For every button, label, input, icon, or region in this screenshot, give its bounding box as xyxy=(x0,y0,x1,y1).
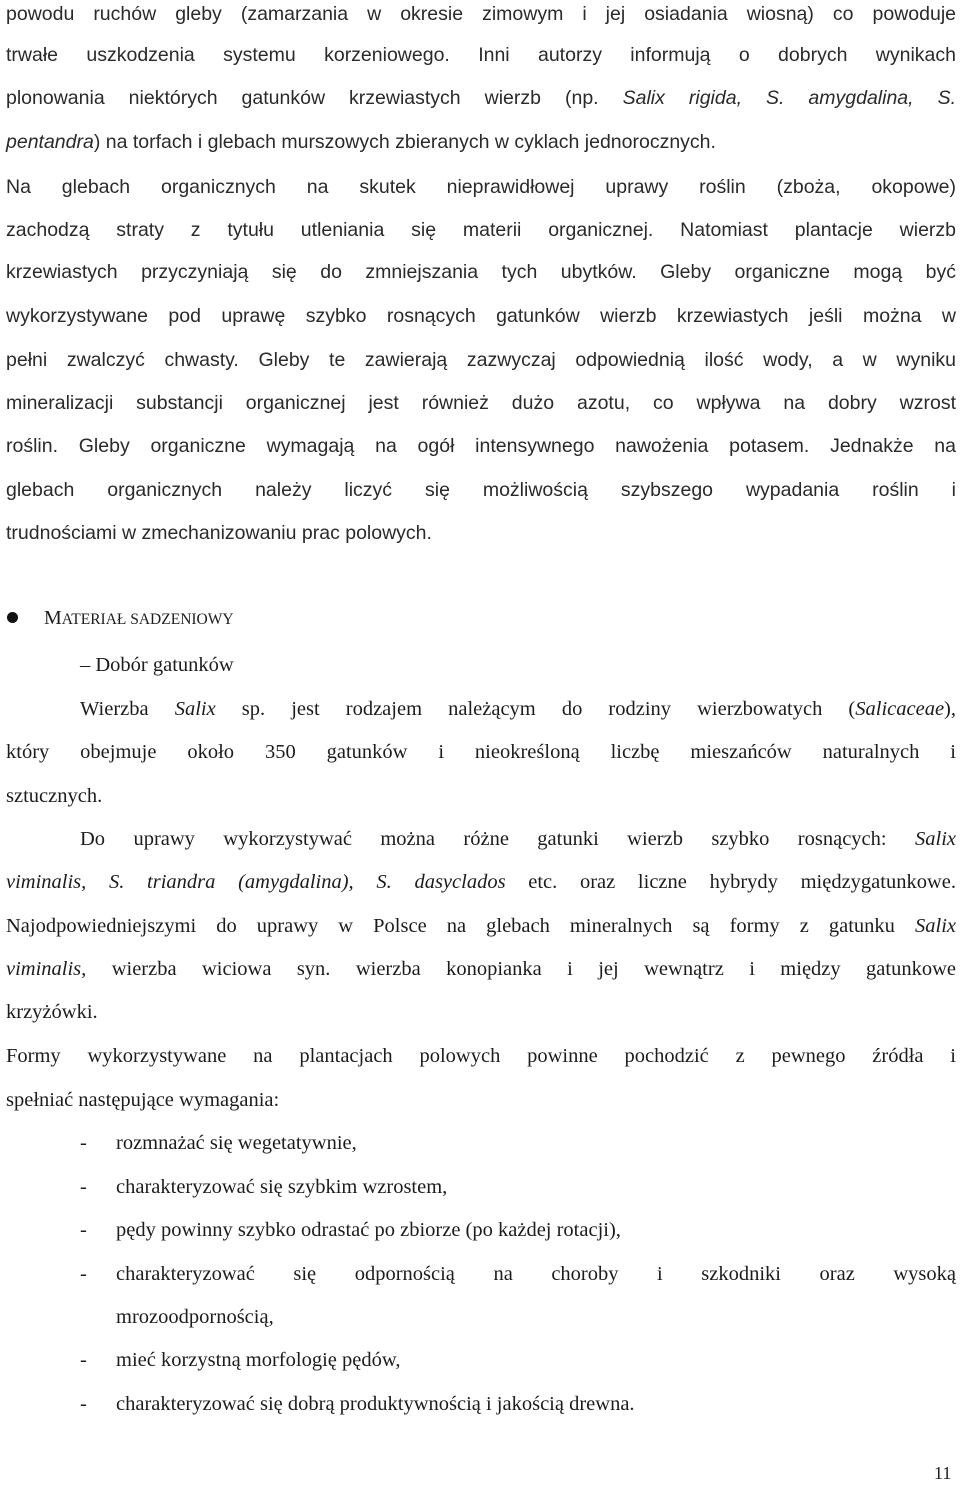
text-line: który obejmuje około 350 gatunków i nieokreśloną liczbę mieszańców naturalnych i xyxy=(6,741,956,763)
text-line: mineralizacji substancji organicznej jest również dużo azotu, co wpływa na dobry wzrost xyxy=(6,392,956,414)
text-line: Formy wykorzystywane na plantacjach polowych powinne pochodzić z pewnego źródła i xyxy=(6,1045,956,1067)
text-span: Wierzba xyxy=(80,698,175,720)
text-line: Na glebach organicznych na skutek nieprawidłowej uprawy roślin (zboża, okopowe) xyxy=(6,176,956,198)
subheading: – Dobór gatunków xyxy=(80,654,234,676)
bullet-icon xyxy=(7,612,18,623)
text-span: etc. oraz liczne hybrydy międzygatunkowe. xyxy=(505,871,957,893)
list-item-text: charakteryzować się dobrą produktywnością i jakością drewna. xyxy=(116,1393,635,1415)
text-line: pełni zwalczyć chwasty. Gleby te zawierają zazwyczaj odpowiednią ilość wody, a w wyniku xyxy=(6,349,956,371)
list-item-text: pędy powinny szybko odrastać po zbiorze (po każdej rotacji), xyxy=(116,1219,621,1241)
latin-genus-name: Salix xyxy=(915,828,956,850)
text-span: ) na torfach i glebach murszowych zbieranych w cyklach jednorocznych. xyxy=(93,131,716,153)
text-line xyxy=(80,825,956,853)
list-dash: - xyxy=(80,1349,87,1371)
list-item-text: mieć korzystną morfologię pędów, xyxy=(116,1349,401,1371)
text-line: wykorzystywane pod uprawę szybko rosnących gatunków wierzb krzewiastych jeśli można w xyxy=(6,305,956,327)
text-span: ), xyxy=(944,698,956,720)
text-line: spełniać następujące wymagania: xyxy=(6,1089,280,1111)
latin-family-name: Salicaceae xyxy=(855,698,945,720)
text-line xyxy=(6,128,956,156)
page-number: 11 xyxy=(934,1463,952,1483)
section-heading xyxy=(44,604,234,634)
list-dash: - xyxy=(80,1132,87,1154)
text-line: glebach organicznych należy liczyć się możliwością szybszego wypadania roślin i xyxy=(6,479,956,501)
latin-genus-name: Salix xyxy=(915,915,956,937)
latin-species-name: pentandra xyxy=(6,131,94,153)
text-line: trudnościami w zmechanizowaniu prac polowych. xyxy=(6,522,432,544)
text-line: krzewiastych przyczyniają się do zmniejszania tych ubytków. Gleby organiczne mogą być xyxy=(6,261,956,283)
latin-genus-name: Salix xyxy=(174,698,216,720)
list-dash: - xyxy=(80,1176,87,1198)
heading-initial: M xyxy=(44,607,62,629)
text-line xyxy=(6,912,956,940)
text-line: trwałe uszkodzenia systemu korzeniowego. Inni autorzy informują o dobrych wynikach xyxy=(6,44,956,66)
text-line: krzyżówki. xyxy=(6,1001,98,1023)
list-item-text: rozmnażać się wegetatywnie, xyxy=(116,1132,357,1154)
list-item-text: mrozoodpornością, xyxy=(116,1306,274,1328)
list-item-text: charakteryzować się szybkim wzrostem, xyxy=(116,1176,448,1198)
text-line: zachodzą straty z tytułu utleniania się materii organicznej. Natomiast plantacje wierzb xyxy=(6,219,956,241)
list-item-text: charakteryzować się odpornością na choroby i szkodniki oraz wysoką xyxy=(116,1263,956,1285)
text-span: Do uprawy wykorzystywać można różne gatunki wierzb szybko rosnących: xyxy=(80,828,915,850)
text-line xyxy=(6,955,956,983)
list-dash: - xyxy=(80,1219,87,1241)
text-span: sp. jest rodzajem należącym do rodziny wierzbowatych ( xyxy=(215,698,856,720)
list-dash: - xyxy=(80,1393,87,1415)
latin-species-name: viminalis, xyxy=(6,958,87,980)
text-span: wierzba wiciowa syn. wierzba konopianka i jej wewnątrz i między gatunkowe xyxy=(86,958,956,980)
text-line xyxy=(80,695,956,723)
list-dash: - xyxy=(80,1263,87,1285)
text-line xyxy=(6,868,956,896)
text-line: powodu ruchów gleby (zamarzania w okresie zimowym i jej osiadania wiosną) co powoduje xyxy=(6,3,956,25)
heading-small-caps: ATERIAŁ SADZENIOWY xyxy=(61,611,234,628)
text-line xyxy=(6,84,956,112)
text-span: plonowania niektórych gatunków krzewiastych wierzb (np. xyxy=(6,87,623,109)
text-line: sztucznych. xyxy=(6,785,103,807)
latin-species-names: viminalis, S. triandra (amygdalina), S. dasyclados xyxy=(6,871,506,893)
latin-species-name: Salix rigida, S. amygdalina, S. xyxy=(622,87,957,109)
text-line: roślin. Gleby organiczne wymagają na ogół intensywnego nawożenia potasem. Jednakże na xyxy=(6,435,956,457)
text-span: Najodpowiedniejszymi do uprawy w Polsce na glebach mineralnych są formy z gatunku xyxy=(6,915,915,937)
